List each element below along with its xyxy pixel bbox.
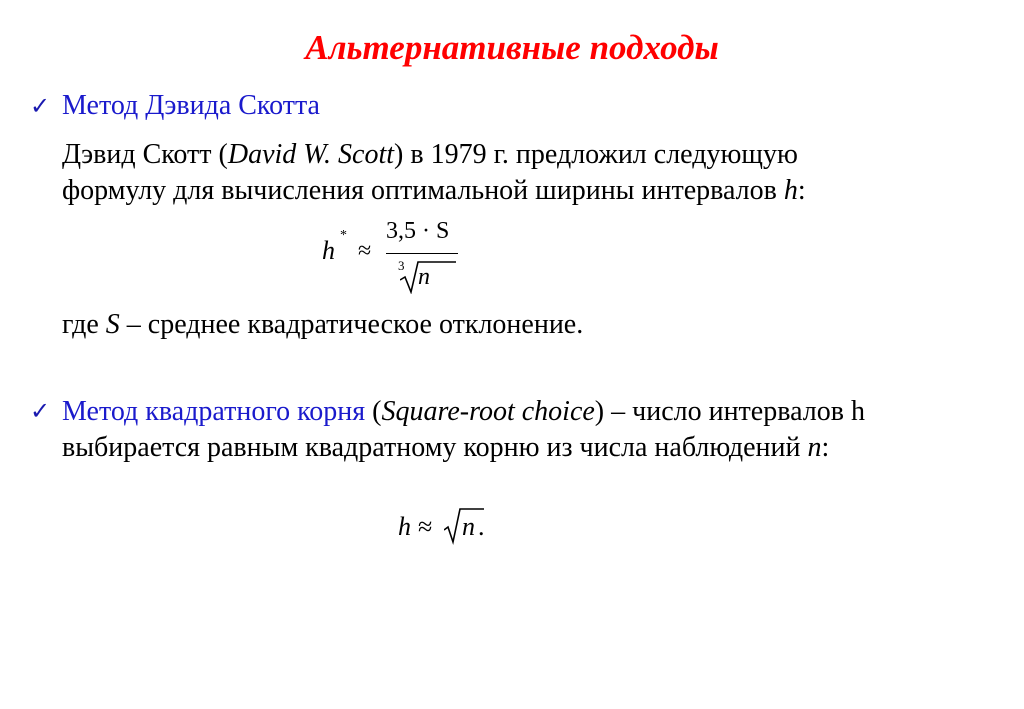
checkmark-icon: ✓ — [30, 397, 51, 425]
text-fragment: формулу для вычисления оптимальной ширины интервалов — [62, 175, 784, 206]
text-fragment: ( — [365, 396, 382, 427]
section1-paragraph-line1 — [62, 137, 798, 173]
section1-where-line — [62, 307, 583, 343]
text-fragment: ) в 1979 г. предложил следующую — [394, 139, 798, 170]
formula-numerator: 3,5 · S — [386, 218, 450, 244]
sqrt-formula — [398, 500, 508, 546]
formula-period: . — [478, 512, 485, 541]
english-term: Square-root choice — [381, 396, 595, 427]
section1-heading: Метод Дэвида Скотта — [62, 90, 320, 121]
text-fragment: ) – число интервалов h — [594, 396, 865, 427]
scott-formula — [322, 218, 462, 296]
text-fragment: Дэвид Скотт ( — [62, 139, 228, 170]
formula-radicand: n — [418, 264, 430, 290]
section2-line2 — [62, 430, 829, 466]
text-fragment: выбирается равным квадратному корню из числа наблюдений — [62, 432, 808, 463]
formula-lhs: h — [322, 236, 335, 265]
variable-n: n — [807, 432, 822, 463]
variable-s: S — [105, 309, 120, 340]
approx-sign: ≈ — [418, 512, 433, 541]
formula-radicand: n — [462, 512, 475, 541]
section2-line1 — [62, 394, 865, 430]
text-fragment: – среднее квадратическое отклонение. — [119, 309, 584, 340]
formula-lhs: h — [398, 512, 411, 541]
checkmark-icon: ✓ — [30, 92, 51, 120]
section1-paragraph-line2 — [62, 173, 806, 209]
text-fragment: где — [62, 309, 106, 340]
fraction-bar — [386, 253, 458, 254]
text-fragment: : — [797, 175, 806, 206]
approx-sign: ≈ — [358, 238, 372, 264]
variable-h: h — [783, 175, 798, 206]
text-fragment: : — [821, 432, 830, 463]
author-name: David W. Scott — [227, 139, 395, 170]
root-index: 3 — [398, 258, 405, 273]
slide-title: Альтернативные подходы — [305, 28, 719, 67]
section2-heading: Метод квадратного корня — [62, 396, 366, 427]
formula-star: * — [340, 228, 347, 243]
